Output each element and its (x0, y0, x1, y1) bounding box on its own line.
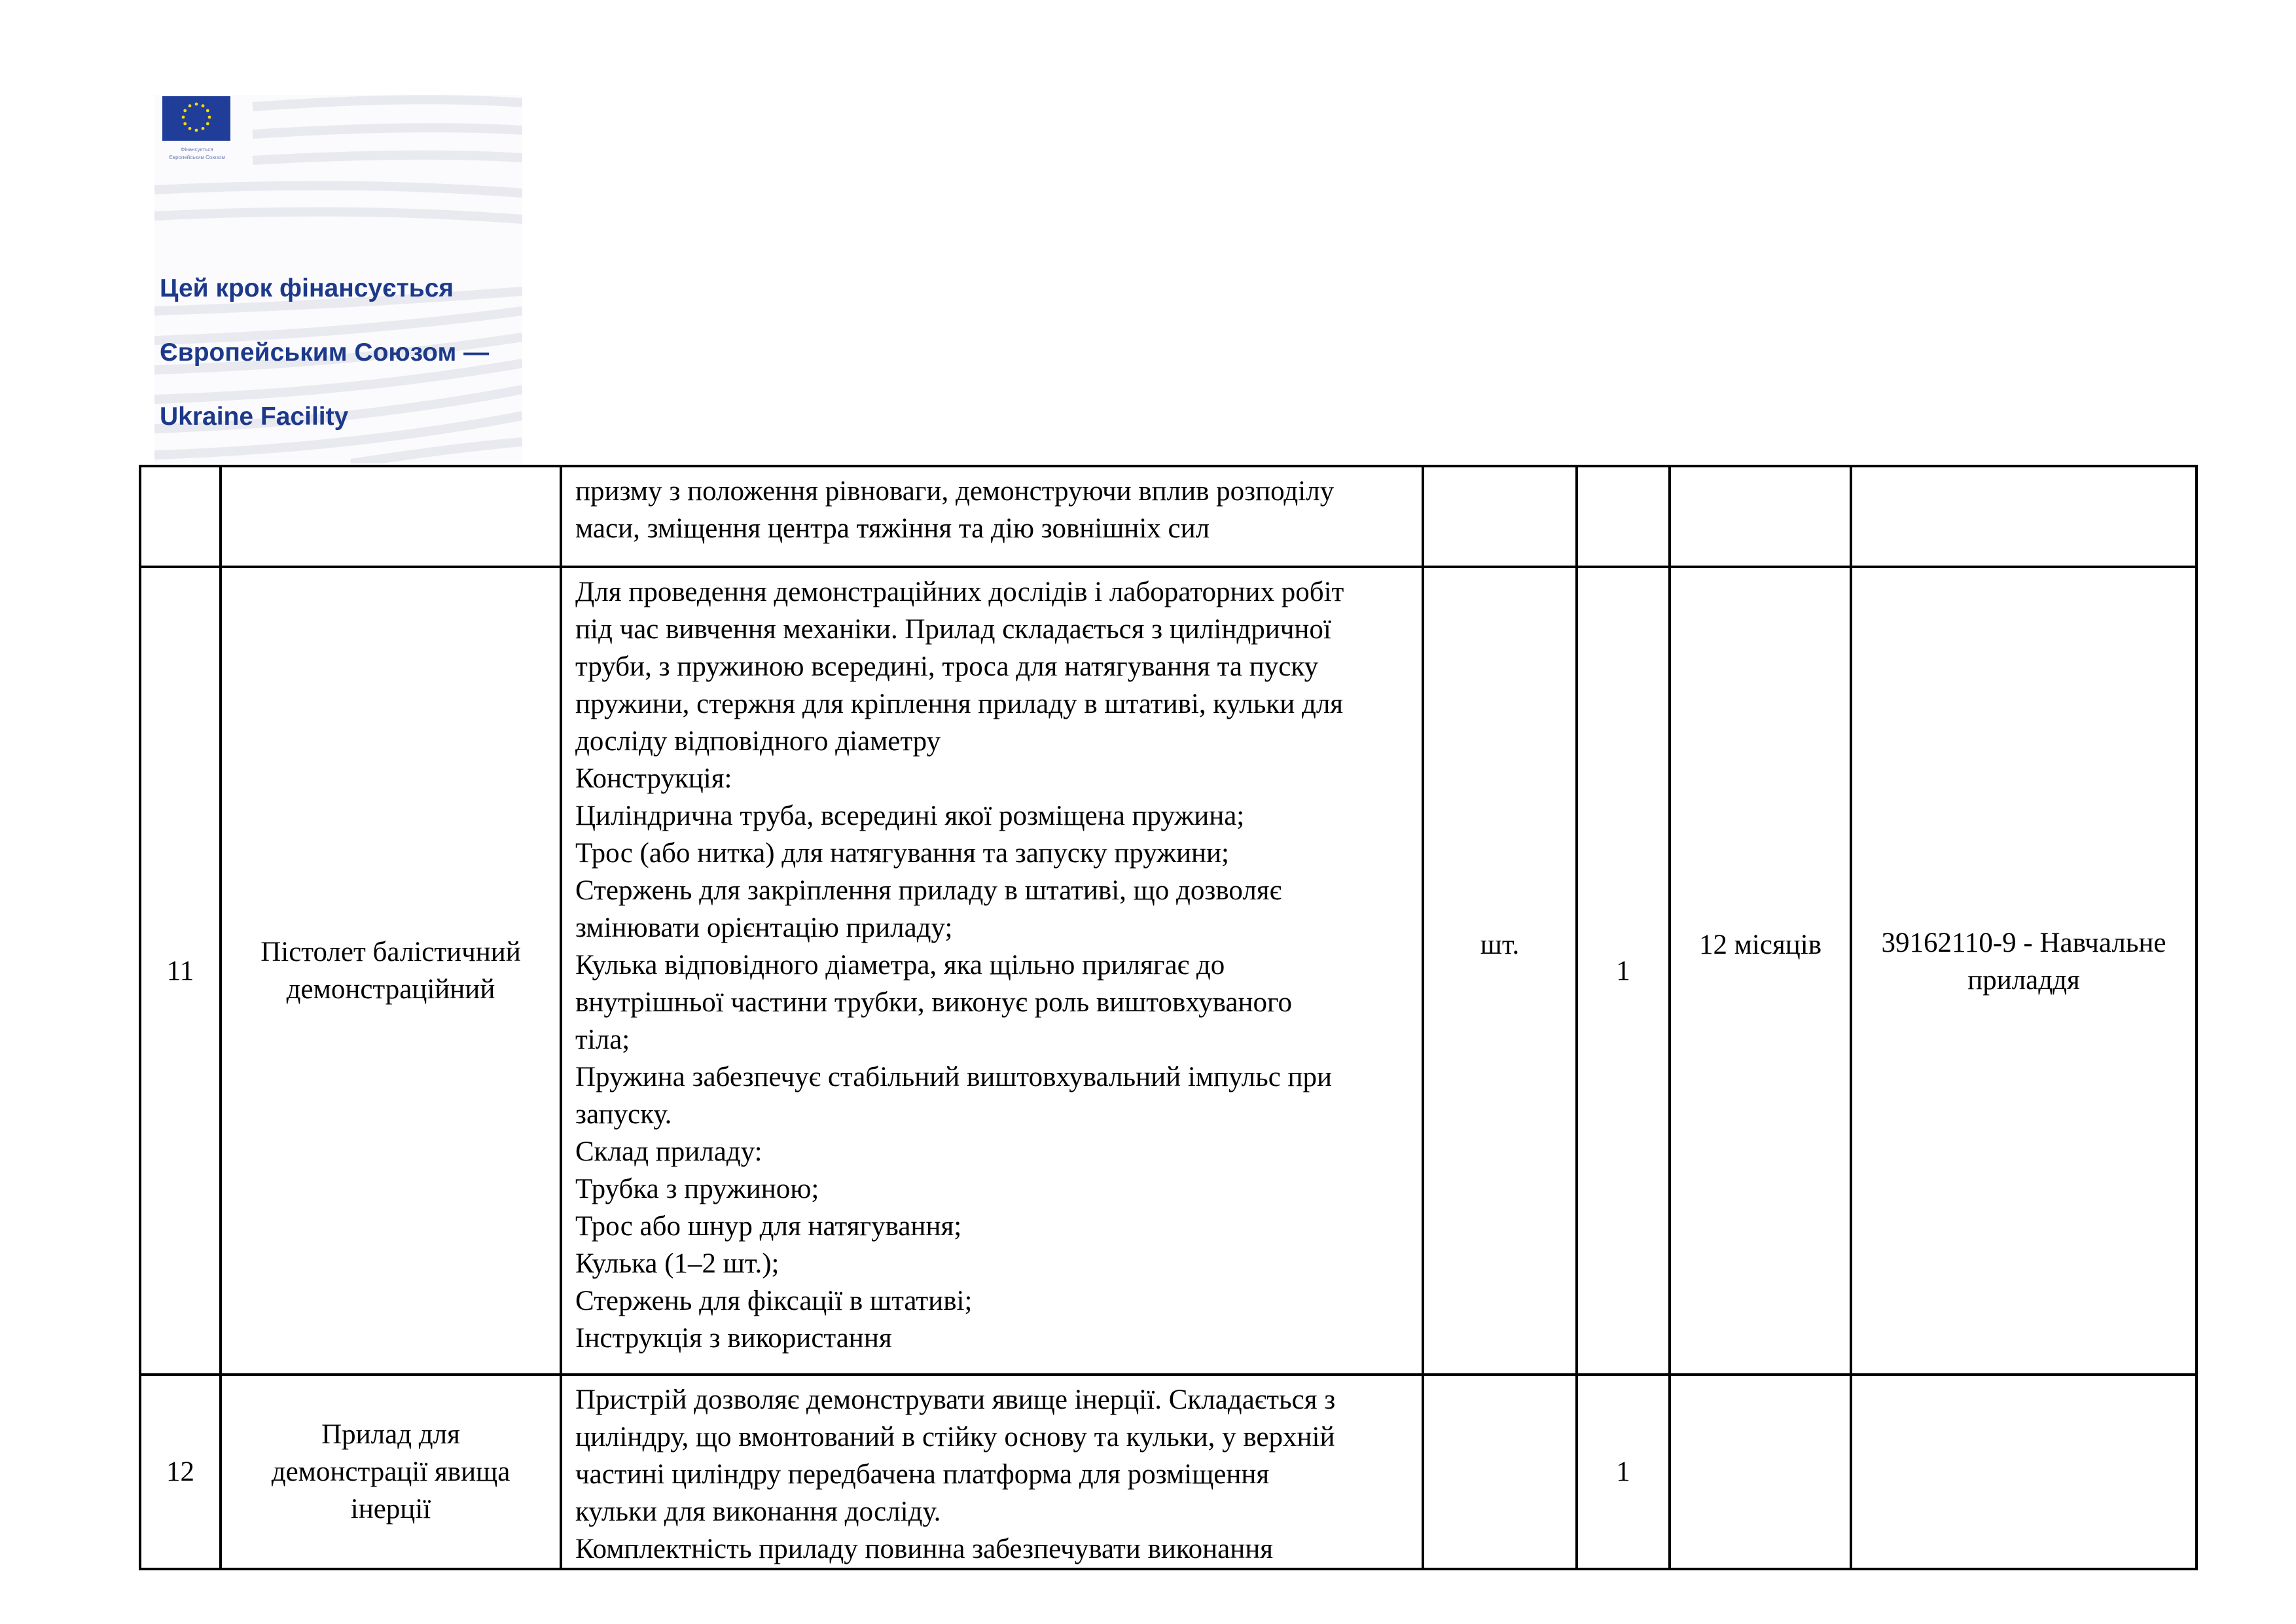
warranty-cell (1670, 567, 1851, 1375)
eu-funding-logo (154, 95, 522, 463)
description-line: досліду відповідного діаметру (575, 726, 941, 757)
description-line: маси, зміщення центра тяжіння та дію зовнішніх сил (575, 513, 1210, 544)
item-number-cell (140, 466, 221, 567)
description-line: Трос або шнур для натягування; (575, 1211, 962, 1242)
table-row (140, 567, 2197, 1375)
eu-caption-line: Фінансується (181, 147, 213, 153)
description-line: частині циліндру передбачена платформа для розміщення (575, 1459, 1270, 1490)
quantity-cell (1577, 1375, 1670, 1569)
description-line: Конструкція: (575, 763, 732, 794)
description-line: Кулька (1–2 шт.); (575, 1248, 780, 1279)
funding-statement-line: Європейським Союзом — (160, 338, 490, 367)
item-name: Прилад для демонстрації явища інерції (271, 1419, 511, 1525)
quantity-cell (1577, 466, 1670, 567)
item-number-cell (140, 567, 221, 1375)
item-name: Пістолет балістичний демонстраційний (260, 937, 521, 1005)
specification-table (139, 465, 2198, 1570)
quantity-value: 1 (1616, 955, 1630, 986)
description-line: труби, з пружиною всередині, троса для натягування та пуску (575, 651, 1319, 682)
description-line: змінювати орієнтацію приладу; (575, 912, 953, 943)
description-line: Склад приладу: (575, 1136, 762, 1167)
description-line: Інструкція з використання (575, 1323, 892, 1354)
quantity-cell (1577, 567, 1670, 1375)
description-line: запуску. (575, 1099, 672, 1130)
description-line: тіла; (575, 1024, 630, 1055)
eu-flag-icon (162, 96, 230, 141)
description-line: Стержень для фіксації в штативі; (575, 1286, 973, 1316)
description-line: призму з положення рівноваги, демонструючи вплив розподілу (575, 476, 1335, 507)
description-line: циліндру, що вмонтований в стійку основу та кульки, у верхній (575, 1422, 1335, 1453)
item-name-cell (221, 466, 561, 567)
warranty-value: 12 місяців (1698, 929, 1822, 960)
unit-cell (1423, 466, 1577, 567)
description-line: Кулька відповідного діаметра, яка щільно прилягає до (575, 950, 1225, 981)
item-number: 12 (166, 1456, 194, 1487)
description-line: Комплектність приладу повинна забезпечувати виконання (575, 1534, 1273, 1564)
description-line: Для проведення демонстраційних дослідів і лабораторних робіт (575, 577, 1344, 607)
description-line: під час вивчення механіки. Прилад складається з циліндричної (575, 614, 1331, 645)
item-name-cell (221, 567, 561, 1375)
quantity-value: 1 (1616, 1456, 1630, 1487)
cpv-cell (1851, 1375, 2197, 1569)
eu-flag-caption (154, 146, 240, 162)
description-line: пружини, стержня для кріплення приладу в штативі, кульки для (575, 689, 1344, 719)
description-line: кульки для виконання досліду. (575, 1496, 941, 1527)
funding-statement (160, 240, 513, 463)
warranty-cell (1670, 1375, 1851, 1569)
description-line: Трос (або нитка) для натягування та запуску пружини; (575, 838, 1229, 869)
unit-value: шт. (1480, 929, 1520, 960)
description-line: Циліндрична труба, всередині якої розміщена пружина; (575, 801, 1245, 831)
cpv-cell (1851, 567, 2197, 1375)
description-line: Стержень для закріплення приладу в штативі, що дозволяє (575, 875, 1282, 906)
table-row (140, 1375, 2197, 1569)
description-line: Трубка з пружиною; (575, 1174, 819, 1204)
description-line: Пружина забезпечує стабільний виштовхувальний імпульс при (575, 1062, 1333, 1092)
eu-caption-line: Європейським Союзом (169, 154, 225, 160)
item-description-cell (561, 567, 1423, 1375)
cpv-cell (1851, 466, 2197, 567)
cpv-code: 39162110-9 - Навчальне приладдя (1881, 928, 2166, 996)
funding-statement-line: Цей крок фінансується (160, 274, 454, 302)
unit-cell (1423, 1375, 1577, 1569)
table-row (140, 466, 2197, 567)
item-name-cell (221, 1375, 561, 1569)
item-number: 11 (166, 955, 194, 986)
unit-cell (1423, 567, 1577, 1375)
item-description-cell (561, 1375, 1423, 1569)
funding-statement-line: Ukraine Facility (160, 403, 349, 431)
description-line: Пристрій дозволяє демонструвати явище інерції. Складається з (575, 1384, 1336, 1415)
item-description-cell (561, 466, 1423, 567)
description-line: внутрішньої частини трубки, виконує роль виштовхуваного (575, 987, 1293, 1018)
warranty-cell (1670, 466, 1851, 567)
item-number-cell (140, 1375, 221, 1569)
